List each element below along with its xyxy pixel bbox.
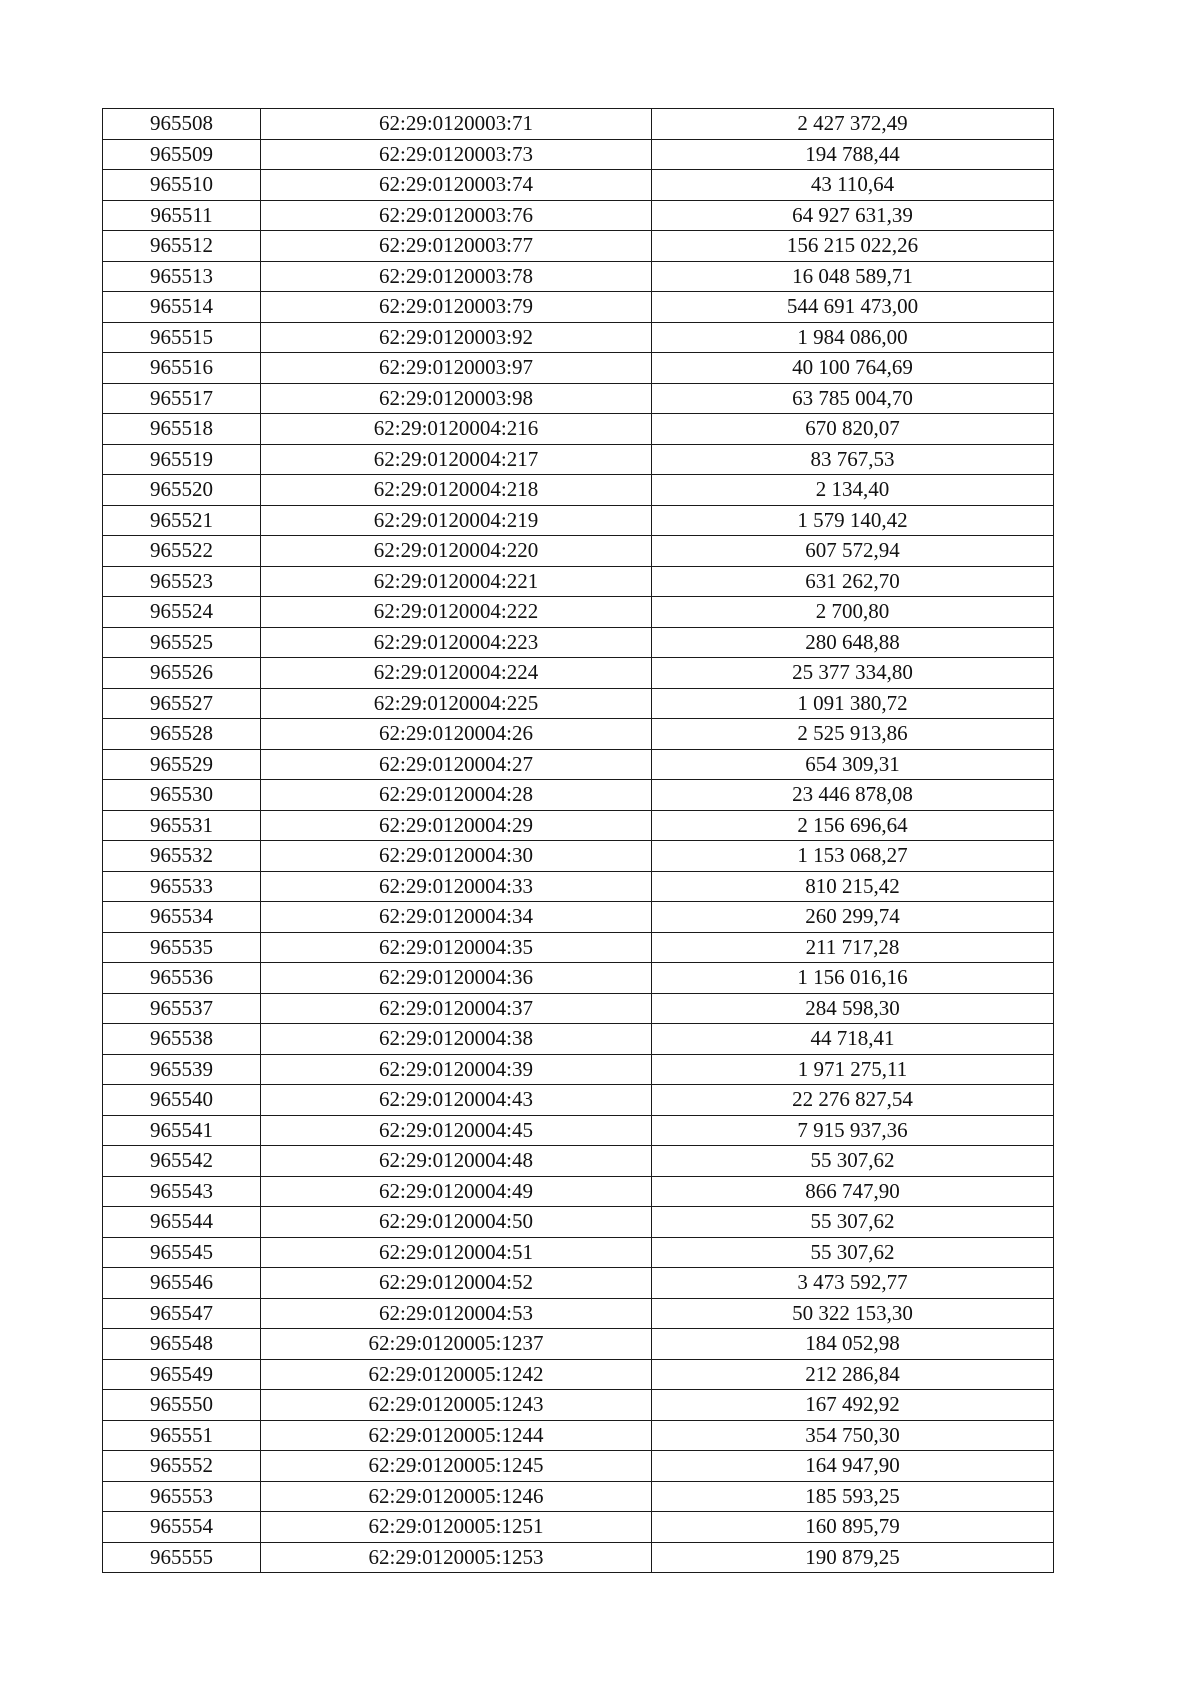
- table-row: [103, 1024, 1054, 1055]
- cadastral-number-cell: 62:29:0120003:78: [261, 261, 652, 292]
- cadastral-number-cell: 62:29:0120004:39: [261, 1054, 652, 1085]
- row-number-cell: 965525: [103, 627, 261, 658]
- value-cell: 44 718,41: [652, 1024, 1054, 1055]
- cadastral-number-cell: 62:29:0120005:1251: [261, 1512, 652, 1543]
- row-number-cell: 965529: [103, 749, 261, 780]
- row-number-cell: 965520: [103, 475, 261, 506]
- table-row: [103, 566, 1054, 597]
- table-row: [103, 1359, 1054, 1390]
- cadastral-number-cell: 62:29:0120004:52: [261, 1268, 652, 1299]
- row-number-cell: 965538: [103, 1024, 261, 1055]
- row-number-cell: 965543: [103, 1176, 261, 1207]
- table-row: [103, 1390, 1054, 1421]
- value-cell: 1 579 140,42: [652, 505, 1054, 536]
- row-number-cell: 965527: [103, 688, 261, 719]
- table-row: [103, 1085, 1054, 1116]
- cadastral-number-cell: 62:29:0120004:26: [261, 719, 652, 750]
- cadastral-number-cell: 62:29:0120004:224: [261, 658, 652, 689]
- cadastral-number-cell: 62:29:0120003:73: [261, 139, 652, 170]
- value-cell: 3 473 592,77: [652, 1268, 1054, 1299]
- row-number-cell: 965541: [103, 1115, 261, 1146]
- value-cell: 1 156 016,16: [652, 963, 1054, 994]
- value-cell: 40 100 764,69: [652, 353, 1054, 384]
- table-row: [103, 658, 1054, 689]
- table-row: [103, 383, 1054, 414]
- table-row: [103, 993, 1054, 1024]
- value-cell: 194 788,44: [652, 139, 1054, 170]
- cadastral-number-cell: 62:29:0120004:34: [261, 902, 652, 933]
- cadastral-number-cell: 62:29:0120005:1244: [261, 1420, 652, 1451]
- value-cell: 156 215 022,26: [652, 231, 1054, 262]
- cadastral-number-cell: 62:29:0120004:36: [261, 963, 652, 994]
- value-cell: 1 971 275,11: [652, 1054, 1054, 1085]
- value-cell: 50 322 153,30: [652, 1298, 1054, 1329]
- cadastral-number-cell: 62:29:0120004:27: [261, 749, 652, 780]
- cadastral-number-cell: 62:29:0120003:92: [261, 322, 652, 353]
- data-table: [102, 108, 1054, 1573]
- table-row: [103, 1512, 1054, 1543]
- table-row: [103, 1115, 1054, 1146]
- value-cell: 280 648,88: [652, 627, 1054, 658]
- table-row: [103, 444, 1054, 475]
- value-cell: 83 767,53: [652, 444, 1054, 475]
- cadastral-number-cell: 62:29:0120005:1246: [261, 1481, 652, 1512]
- cadastral-number-cell: 62:29:0120005:1243: [261, 1390, 652, 1421]
- value-cell: 185 593,25: [652, 1481, 1054, 1512]
- value-cell: 2 156 696,64: [652, 810, 1054, 841]
- row-number-cell: 965551: [103, 1420, 261, 1451]
- value-cell: 64 927 631,39: [652, 200, 1054, 231]
- value-cell: 1 153 068,27: [652, 841, 1054, 872]
- table-row: [103, 1451, 1054, 1482]
- row-number-cell: 965532: [103, 841, 261, 872]
- value-cell: 22 276 827,54: [652, 1085, 1054, 1116]
- row-number-cell: 965555: [103, 1542, 261, 1573]
- table-row: [103, 475, 1054, 506]
- cadastral-number-cell: 62:29:0120003:74: [261, 170, 652, 201]
- table-row: [103, 932, 1054, 963]
- table-row: [103, 139, 1054, 170]
- table-row: [103, 414, 1054, 445]
- table-row: [103, 810, 1054, 841]
- row-number-cell: 965542: [103, 1146, 261, 1177]
- cadastral-number-cell: 62:29:0120003:97: [261, 353, 652, 384]
- table-row: [103, 536, 1054, 567]
- row-number-cell: 965514: [103, 292, 261, 323]
- cadastral-number-cell: 62:29:0120004:218: [261, 475, 652, 506]
- table-row: [103, 231, 1054, 262]
- value-cell: 63 785 004,70: [652, 383, 1054, 414]
- table-row: [103, 1542, 1054, 1573]
- value-cell: 23 446 878,08: [652, 780, 1054, 811]
- value-cell: 670 820,07: [652, 414, 1054, 445]
- value-cell: 190 879,25: [652, 1542, 1054, 1573]
- value-cell: 167 492,92: [652, 1390, 1054, 1421]
- table-row: [103, 170, 1054, 201]
- cadastral-number-cell: 62:29:0120003:79: [261, 292, 652, 323]
- cadastral-number-cell: 62:29:0120004:45: [261, 1115, 652, 1146]
- table-row: [103, 1054, 1054, 1085]
- cadastral-number-cell: 62:29:0120004:220: [261, 536, 652, 567]
- cadastral-number-cell: 62:29:0120004:29: [261, 810, 652, 841]
- value-cell: 16 048 589,71: [652, 261, 1054, 292]
- row-number-cell: 965535: [103, 932, 261, 963]
- row-number-cell: 965530: [103, 780, 261, 811]
- cadastral-number-cell: 62:29:0120004:222: [261, 597, 652, 628]
- row-number-cell: 965544: [103, 1207, 261, 1238]
- table-row: [103, 353, 1054, 384]
- row-number-cell: 965552: [103, 1451, 261, 1482]
- table-row: [103, 322, 1054, 353]
- row-number-cell: 965553: [103, 1481, 261, 1512]
- value-cell: 160 895,79: [652, 1512, 1054, 1543]
- row-number-cell: 965548: [103, 1329, 261, 1360]
- row-number-cell: 965519: [103, 444, 261, 475]
- table-row: [103, 1146, 1054, 1177]
- table-row: [103, 1481, 1054, 1512]
- value-cell: 2 427 372,49: [652, 109, 1054, 140]
- row-number-cell: 965554: [103, 1512, 261, 1543]
- cadastral-number-cell: 62:29:0120004:223: [261, 627, 652, 658]
- row-number-cell: 965516: [103, 353, 261, 384]
- table-row: [103, 902, 1054, 933]
- table-row: [103, 1268, 1054, 1299]
- value-cell: 1 984 086,00: [652, 322, 1054, 353]
- cadastral-number-cell: 62:29:0120004:49: [261, 1176, 652, 1207]
- cadastral-number-cell: 62:29:0120004:35: [261, 932, 652, 963]
- value-cell: 354 750,30: [652, 1420, 1054, 1451]
- cadastral-number-cell: 62:29:0120004:37: [261, 993, 652, 1024]
- table-row: [103, 688, 1054, 719]
- cadastral-number-cell: 62:29:0120004:48: [261, 1146, 652, 1177]
- cadastral-number-cell: 62:29:0120005:1245: [261, 1451, 652, 1482]
- cadastral-number-cell: 62:29:0120003:77: [261, 231, 652, 262]
- table-row: [103, 1176, 1054, 1207]
- row-number-cell: 965534: [103, 902, 261, 933]
- value-cell: 212 286,84: [652, 1359, 1054, 1390]
- table-row: [103, 1329, 1054, 1360]
- row-number-cell: 965508: [103, 109, 261, 140]
- row-number-cell: 965523: [103, 566, 261, 597]
- cadastral-number-cell: 62:29:0120004:38: [261, 1024, 652, 1055]
- table-row: [103, 597, 1054, 628]
- row-number-cell: 965512: [103, 231, 261, 262]
- cadastral-number-cell: 62:29:0120004:225: [261, 688, 652, 719]
- table-row: [103, 627, 1054, 658]
- table-row: [103, 749, 1054, 780]
- value-cell: 2 134,40: [652, 475, 1054, 506]
- table-row: [103, 505, 1054, 536]
- value-cell: 607 572,94: [652, 536, 1054, 567]
- cadastral-number-cell: 62:29:0120004:30: [261, 841, 652, 872]
- table-row: [103, 963, 1054, 994]
- table-row: [103, 292, 1054, 323]
- table-row: [103, 719, 1054, 750]
- row-number-cell: 965524: [103, 597, 261, 628]
- cadastral-number-cell: 62:29:0120004:221: [261, 566, 652, 597]
- row-number-cell: 965537: [103, 993, 261, 1024]
- row-number-cell: 965531: [103, 810, 261, 841]
- table-body: [103, 109, 1054, 1573]
- value-cell: 25 377 334,80: [652, 658, 1054, 689]
- row-number-cell: 965517: [103, 383, 261, 414]
- table-row: [103, 1420, 1054, 1451]
- value-cell: 7 915 937,36: [652, 1115, 1054, 1146]
- cadastral-number-cell: 62:29:0120003:76: [261, 200, 652, 231]
- row-number-cell: 965521: [103, 505, 261, 536]
- row-number-cell: 965533: [103, 871, 261, 902]
- row-number-cell: 965545: [103, 1237, 261, 1268]
- value-cell: 260 299,74: [652, 902, 1054, 933]
- cadastral-number-cell: 62:29:0120004:28: [261, 780, 652, 811]
- cadastral-number-cell: 62:29:0120005:1237: [261, 1329, 652, 1360]
- value-cell: 211 717,28: [652, 932, 1054, 963]
- cadastral-number-cell: 62:29:0120003:71: [261, 109, 652, 140]
- table-row: [103, 109, 1054, 140]
- row-number-cell: 965547: [103, 1298, 261, 1329]
- cadastral-number-cell: 62:29:0120004:217: [261, 444, 652, 475]
- cadastral-number-cell: 62:29:0120004:51: [261, 1237, 652, 1268]
- cadastral-number-cell: 62:29:0120004:50: [261, 1207, 652, 1238]
- row-number-cell: 965513: [103, 261, 261, 292]
- row-number-cell: 965510: [103, 170, 261, 201]
- value-cell: 55 307,62: [652, 1237, 1054, 1268]
- cadastral-number-cell: 62:29:0120003:98: [261, 383, 652, 414]
- value-cell: 55 307,62: [652, 1146, 1054, 1177]
- table-row: [103, 1298, 1054, 1329]
- value-cell: 544 691 473,00: [652, 292, 1054, 323]
- table-row: [103, 1237, 1054, 1268]
- value-cell: 810 215,42: [652, 871, 1054, 902]
- value-cell: 55 307,62: [652, 1207, 1054, 1238]
- row-number-cell: 965550: [103, 1390, 261, 1421]
- row-number-cell: 965522: [103, 536, 261, 567]
- row-number-cell: 965511: [103, 200, 261, 231]
- cadastral-number-cell: 62:29:0120004:219: [261, 505, 652, 536]
- cadastral-number-cell: 62:29:0120005:1242: [261, 1359, 652, 1390]
- value-cell: 1 091 380,72: [652, 688, 1054, 719]
- row-number-cell: 965509: [103, 139, 261, 170]
- cadastral-number-cell: 62:29:0120005:1253: [261, 1542, 652, 1573]
- table-row: [103, 841, 1054, 872]
- cadastral-number-cell: 62:29:0120004:33: [261, 871, 652, 902]
- value-cell: 184 052,98: [652, 1329, 1054, 1360]
- value-cell: 2 525 913,86: [652, 719, 1054, 750]
- table-row: [103, 1207, 1054, 1238]
- value-cell: 43 110,64: [652, 170, 1054, 201]
- value-cell: 654 309,31: [652, 749, 1054, 780]
- value-cell: 164 947,90: [652, 1451, 1054, 1482]
- table-row: [103, 200, 1054, 231]
- row-number-cell: 965528: [103, 719, 261, 750]
- row-number-cell: 965549: [103, 1359, 261, 1390]
- cadastral-number-cell: 62:29:0120004:43: [261, 1085, 652, 1116]
- row-number-cell: 965540: [103, 1085, 261, 1116]
- row-number-cell: 965536: [103, 963, 261, 994]
- value-cell: 866 747,90: [652, 1176, 1054, 1207]
- table-row: [103, 780, 1054, 811]
- row-number-cell: 965546: [103, 1268, 261, 1299]
- table-row: [103, 871, 1054, 902]
- row-number-cell: 965515: [103, 322, 261, 353]
- row-number-cell: 965539: [103, 1054, 261, 1085]
- value-cell: 284 598,30: [652, 993, 1054, 1024]
- table-row: [103, 261, 1054, 292]
- cadastral-number-cell: 62:29:0120004:53: [261, 1298, 652, 1329]
- row-number-cell: 965526: [103, 658, 261, 689]
- value-cell: 2 700,80: [652, 597, 1054, 628]
- row-number-cell: 965518: [103, 414, 261, 445]
- value-cell: 631 262,70: [652, 566, 1054, 597]
- cadastral-number-cell: 62:29:0120004:216: [261, 414, 652, 445]
